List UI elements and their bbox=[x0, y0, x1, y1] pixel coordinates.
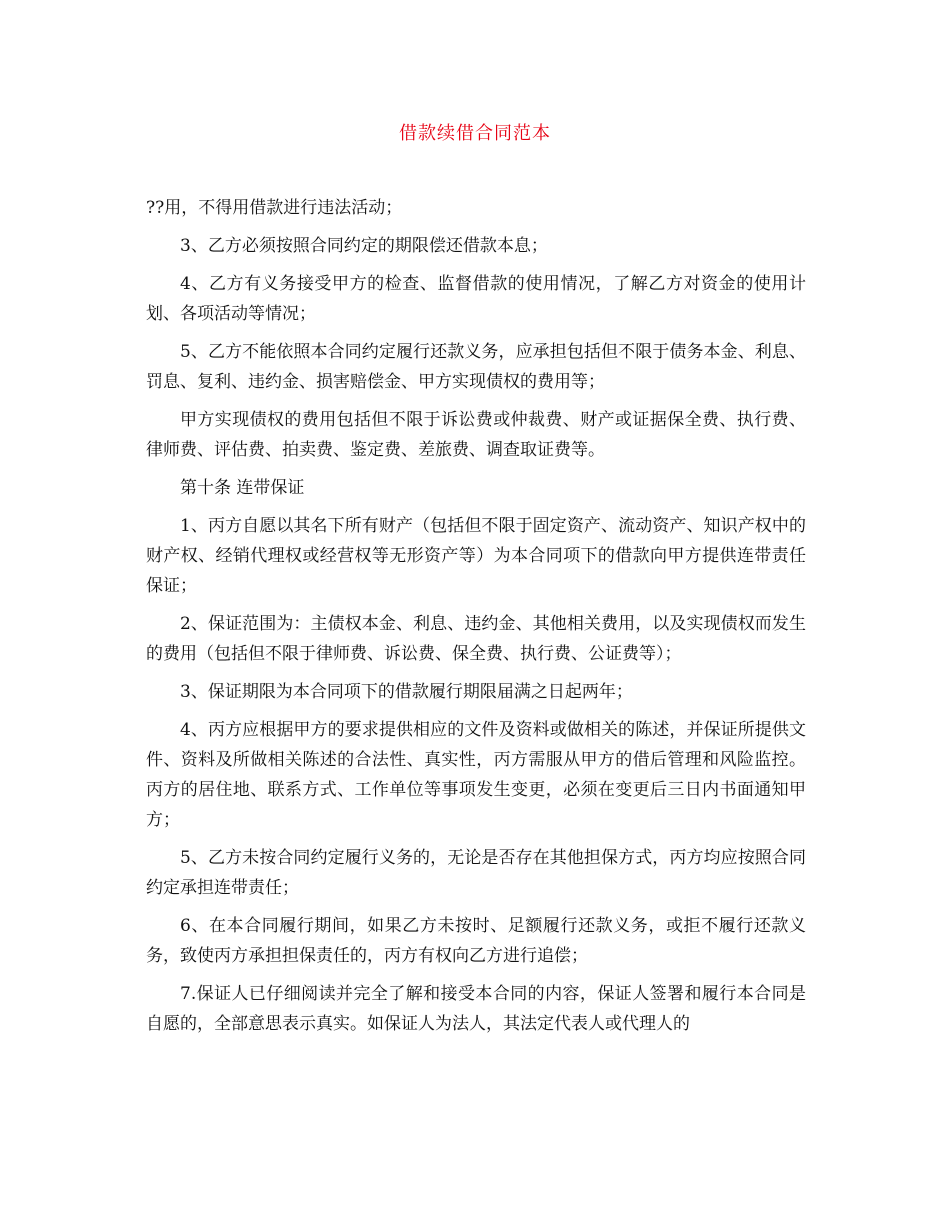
paragraph: 2、保证范围为：主债权本金、利息、违约金、其他相关费用，以及实现债权而发生的费用（包括但不限于律师费、诉讼费、保全费、执行费、公证费等）； bbox=[146, 614, 806, 664]
document-body bbox=[146, 193, 806, 1047]
section-heading: 第十条 连带保证 bbox=[180, 478, 305, 498]
paragraph: ??用，不得用借款进行违法活动； bbox=[146, 198, 403, 218]
paragraph: 3、保证期限为本合同项下的借款履行期限届满之日起两年； bbox=[180, 682, 633, 702]
paragraph: 4、丙方应根据甲方的要求提供相应的文件及资料或做相关的陈述，并保证所提供文件、资料及所做相关陈述的合法性、真实性，丙方需服从甲方的借后管理和风险监控。丙方的居住地、联系方式、工作单位等事项发生变更，必须在变更后三日内书面通知甲方； bbox=[146, 720, 806, 830]
paragraph: 5、乙方不能依照本合同约定履行还款义务，应承担包括但不限于债务本金、利息、罚息、复利、违约金、损害赔偿金、甲方实现债权的费用等； bbox=[146, 342, 806, 392]
document-title: 借款续借合同范本 bbox=[399, 123, 551, 144]
paragraph: 甲方实现债权的费用包括但不限于诉讼费或仲裁费、财产或证据保全费、执行费、律师费、评估费、拍卖费、鉴定费、差旅费、调查取证费等。 bbox=[146, 410, 806, 460]
paragraph: 6、在本合同履行期间，如果乙方未按时、足额履行还款义务，或拒不履行还款义务，致使丙方承担担保责任的，丙方有权向乙方进行追偿； bbox=[146, 916, 806, 966]
paragraph: 1、丙方自愿以其名下所有财产（包括但不限于固定资产、流动资产、知识产权中的财产权、经销代理权或经营权等无形资产等）为本合同项下的借款向甲方提供连带责任保证； bbox=[146, 516, 806, 596]
paragraph: 7.保证人已仔细阅读并完全了解和接受本合同的内容，保证人签署和履行本合同是自愿的，全部意思表示真实。如保证人为法人，其法定代表人或代理人的 bbox=[146, 984, 806, 1034]
paragraph: 4、乙方有义务接受甲方的检查、监督借款的使用情况，了解乙方对资金的使用计划、各项活动等情况； bbox=[146, 274, 806, 324]
paragraph: 5、乙方未按合同约定履行义务的，无论是否存在其他担保方式，丙方均应按照合同约定承担连带责任； bbox=[146, 848, 806, 898]
paragraph: 3、乙方必须按照合同约定的期限偿还借款本息； bbox=[180, 236, 548, 256]
